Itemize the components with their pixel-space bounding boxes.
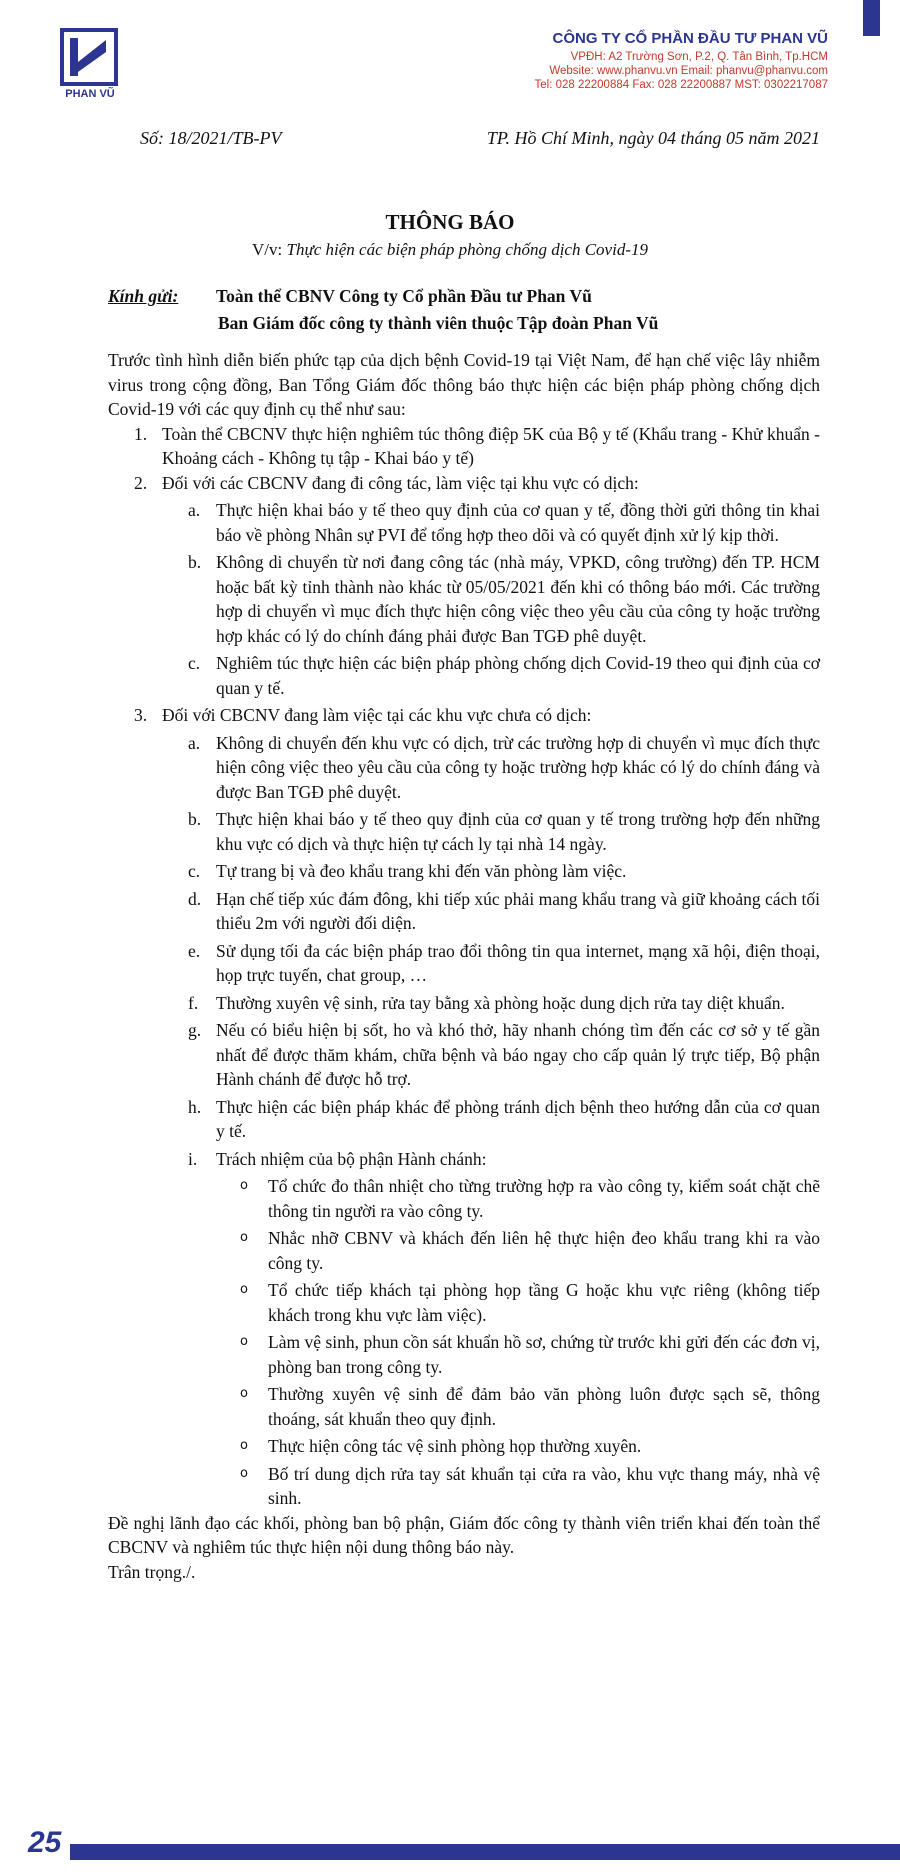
bullet-marker: o [240, 1282, 248, 1297]
sub-item-letter: d. [188, 888, 202, 909]
sub-item-letter: a. [188, 732, 201, 753]
bullet-text: Làm vệ sinh, phun cồn sát khuẩn hồ sơ, chứng từ trước khi gửi đến các đơn vị, phòng ban trong công ty. [268, 1332, 820, 1377]
document-title: THÔNG BÁO [385, 210, 515, 234]
sub-item [108, 859, 820, 884]
closing-paragraph: Đề nghị lãnh đạo các khối, phòng ban bộ phận, Giám đốc công ty thành viên triển khai đến toàn thể CBCNV và nghiêm túc thực hiện nội dung thông báo này. [108, 1512, 820, 1557]
sub-item [108, 731, 820, 805]
sub-item-text: Sử dụng tối đa các biện pháp trao đổi thông tin qua internet, mạng xã hội, điện thoại, họp trực tuyến, chat group, … [216, 940, 820, 985]
sub-item-text: Thường xuyên vệ sinh, rửa tay bằng xà phòng hoặc dung dịch rửa tay diệt khuẩn. [216, 992, 785, 1013]
sub-item [108, 991, 820, 1016]
bullet-item [108, 1278, 820, 1327]
bullet-marker: o [240, 1334, 248, 1349]
sub-item-letter: b. [188, 552, 202, 572]
sub-item-letter: b. [188, 809, 202, 829]
intro-paragraph: Trước tình hình diễn biến phức tạp của dịch bệnh Covid-19 tại Việt Nam, để hạn chế việc lây nhiễm virus trong cộng đồng, Ban Tổng Giám đốc thông báo thực hiện các biện pháp phòng chống dịch Covid-19 với các quy định cụ thể như sau: [108, 350, 820, 419]
logo-text: PHAN VŨ [65, 88, 115, 100]
sub-item [108, 807, 820, 856]
recipient-label: Kính gửi: [108, 286, 179, 306]
item-number: 1. [134, 423, 148, 444]
sub-item-text: Nghiêm túc thực hiện các biện pháp phòng chống dịch Covid-19 theo qui định của cơ quan y tế. [216, 653, 820, 698]
bullet-text: Thường xuyên vệ sinh để đảm bảo văn phòng luôn được sạch sẽ, thông thoáng, sát khuẩn theo quy định. [268, 1384, 820, 1429]
recipient-block [108, 283, 658, 337]
sub-item-letter: i. [188, 1148, 198, 1169]
sub-item-letter: e. [188, 940, 201, 961]
sub-item-letter: a. [188, 500, 201, 520]
company-name: CÔNG TY CỔ PHẦN ĐẦU TƯ PHAN VŨ [552, 30, 828, 47]
item-text: Đối với CBCNV đang làm việc tại các khu vực chưa có dịch: [162, 705, 592, 725]
sub-item-letter: c. [188, 861, 201, 881]
list-item [108, 703, 820, 728]
bullet-item [108, 1330, 820, 1379]
footer-anniversary-logo: 25 [28, 1826, 62, 1859]
sub-item [108, 1095, 820, 1144]
bullet-item [108, 1174, 820, 1223]
company-address: VPĐH: A2 Trường Sơn, P.2, Q. Tân Bình, Tp.HCM [570, 51, 828, 63]
company-logo-icon [60, 28, 118, 86]
sub-item-text: Trách nhiệm của bộ phận Hành chánh: [216, 1148, 487, 1169]
sub-item-letter: f. [188, 992, 199, 1013]
sub-item-text: Nếu có biểu hiện bị sốt, ho và khó thở, hãy nhanh chóng tìm đến các cơ sở y tế gần nhất để được thăm khám, chữa bệnh và báo ngay cho cấp quản lý trực tiếp, Bộ phận Hành chánh để được hỗ trợ. [216, 1020, 820, 1089]
subject-text: Thực hiện các biện pháp phòng chống dịch Covid-19 [286, 240, 648, 259]
bullet-item [108, 1226, 820, 1275]
header-accent-bar [863, 0, 880, 36]
list-item [108, 422, 820, 471]
sub-item [108, 651, 820, 700]
company-web-email: Website: www.phanvu.vn Email: phanvu@phanvu.com [549, 65, 828, 77]
sub-item-text: Thực hiện các biện pháp khác để phòng tránh dịch bệnh theo hướng dẫn của cơ quan y tế. [216, 1096, 820, 1141]
sub-item-text: Không di chuyển đến khu vực có dịch, trừ các trường hợp di chuyển vì mục đích thực hiện công việc theo yêu cầu của công ty hoặc trường hợp khác có lý do chính đáng và được Ban TGĐ phê duyệt. [216, 732, 820, 802]
sub-item-text: Không di chuyển từ nơi đang công tác (nhà máy, VPKD, công trường) đến TP. HCM hoặc bất kỳ tỉnh thành nào khác từ 05/05/2021 đến khi có thông báo mới. Các trường hợp di chuyển vì mục đích thực hiện công việc theo yêu cầu của công ty hoặc trường hợp khác có lý do chính đáng phải được Ban TGĐ phê duyệt. [216, 552, 820, 646]
bullet-item [108, 1462, 820, 1511]
item-text: Đối với các CBCNV đang đi công tác, làm việc tại khu vực có dịch: [162, 472, 639, 493]
company-contact: Tel: 028 22200884 Fax: 028 22200887 MST: 0302217087 [534, 79, 828, 91]
sub-item [108, 887, 820, 936]
bullet-marker: o [240, 1465, 248, 1481]
document-date: TP. Hồ Chí Minh, ngày 04 tháng 05 năm 2021 [486, 128, 820, 148]
recipient-line-2: Ban Giám đốc công ty thành viên thuộc Tập đoàn Phan Vũ [218, 313, 659, 333]
company-info [535, 30, 829, 92]
item-number: 3. [134, 705, 148, 725]
bullet-marker: o [240, 1230, 248, 1245]
bullet-text: Thực hiện công tác vệ sinh phòng họp thường xuyên. [268, 1436, 642, 1456]
sub-item-letter: g. [188, 1020, 202, 1040]
document-number: Số: 18/2021/TB-PV [140, 128, 282, 148]
recipient-line-1: Toàn thể CBNV Công ty Cổ phần Đầu tư Phan Vũ [216, 286, 592, 306]
document-subject [0, 240, 900, 260]
item-text: Toàn thể CBCNV thực hiện nghiêm túc thông điệp 5K của Bộ y tế (Khẩu trang - Khử khuẩn - Khoảng cách - Không tụ tập - Khai báo y tế) [162, 423, 820, 468]
bullet-text: Nhắc nhỡ CBNV và khách đến liên hệ thực hiện đeo khẩu trang khi ra vào công ty. [268, 1228, 820, 1273]
sub-item-text: Hạn chế tiếp xúc đám đông, khi tiếp xúc phải mang khẩu trang và giữ khoảng cách tối thiểu 2m với người đối diện. [216, 888, 820, 933]
sub-item-letter: h. [188, 1096, 202, 1117]
sub-item-text: Tự trang bị và đeo khẩu trang khi đến văn phòng làm việc. [216, 861, 627, 881]
bullet-item [108, 1382, 820, 1431]
bullet-text: Bố trí dung dịch rửa tay sát khuẩn tại cửa ra vào, khu vực thang máy, nhà vệ sinh. [268, 1463, 820, 1508]
sub-item-letter: c. [188, 653, 201, 673]
bullet-marker: o [240, 1386, 248, 1401]
bullet-text: Tổ chức tiếp khách tại phòng họp tầng G hoặc khu vực riêng (không tiếp khách trong khu vực làm việc). [268, 1280, 820, 1325]
item-number: 2. [134, 472, 148, 493]
bullet-text: Tổ chức đo thân nhiệt cho từng trường hợp ra vào công ty, kiểm soát chặt chẽ thông tin người ra vào công ty. [268, 1176, 820, 1221]
bullet-marker: o [240, 1178, 248, 1193]
sub-item-text: Thực hiện khai báo y tế theo quy định của cơ quan y tế trong trường hợp đến những khu vực có dịch và thực hiện tự cách ly tại nhà 14 ngày. [216, 809, 820, 854]
regards-line: Trân trọng./. [108, 1561, 196, 1582]
sub-item [108, 1147, 820, 1172]
footer-band [70, 1844, 900, 1860]
sub-item [108, 550, 820, 648]
subject-prefix: V/v: [252, 240, 287, 259]
sub-item [108, 939, 820, 988]
document-body [108, 348, 820, 1584]
sub-item-text: Thực hiện khai báo y tế theo quy định của cơ quan y tế, đồng thời gửi thông tin khai báo về phòng Nhân sự PVI để tổng hợp theo dõi và có quyết định xử lý kịp thời. [216, 500, 820, 545]
sub-item [108, 1018, 820, 1092]
sub-item [108, 498, 820, 547]
bullet-marker: o [240, 1438, 248, 1453]
bullet-item [108, 1434, 820, 1459]
list-item [108, 471, 820, 496]
